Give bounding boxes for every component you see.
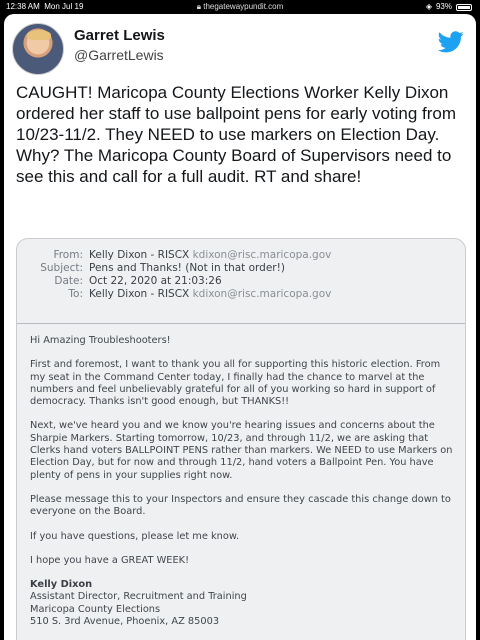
battery-icon	[456, 4, 472, 11]
status-url-text: thegatewaypundit.com	[203, 2, 284, 11]
email-screenshot-image[interactable]	[16, 238, 466, 640]
email-from-label: From:	[53, 249, 83, 261]
tweet-card	[4, 14, 476, 640]
signature-org: Maricopa County Elections	[30, 603, 161, 615]
twitter-bird-icon[interactable]	[438, 31, 464, 53]
avatar[interactable]	[12, 23, 64, 75]
email-from-row	[27, 249, 457, 262]
status-time: 12:38 AM	[6, 2, 40, 11]
user-handle[interactable]: @GarretLewis	[74, 47, 164, 63]
email-paragraph: I hope you have a GREAT WEEK!	[30, 554, 189, 566]
email-date-row	[27, 275, 457, 288]
wifi-icon: ◈	[425, 2, 432, 11]
status-date: Mon Jul 19	[44, 2, 84, 11]
tweet-header	[12, 23, 468, 83]
email-paragraph: First and foremost, I want to thank you all for supporting this historic election. From my seat in the Command Center today, I finally had the chance to marvel at the numbers and feel unbelievably grateful for all of you working so hard in support of democracy. Thanks isn't good enough, but THANKS!!	[30, 359, 441, 408]
email-greeting: Hi Amazing Troubleshooters!	[30, 335, 171, 346]
tweet-text: CAUGHT! Maricopa County Elections Worker Kelly Dixon ordered her staff to use ballpoint pens for early voting from 10/23-11/2. They NEED to use markers on Election Day. Why? The Maricopa County Board of Supervisors need to see this and call for a full audit. RT and share!	[16, 83, 457, 186]
status-right	[426, 0, 472, 14]
email-body	[30, 335, 458, 628]
email-divider	[17, 323, 466, 324]
email-from-address: kdixon@risc.maricopa.gov	[192, 249, 332, 261]
lock-icon: 🔒︎	[196, 2, 201, 11]
email-subject-row	[27, 262, 457, 275]
status-bar	[0, 0, 480, 14]
email-paragraph: Next, we've heard you and we know you're hearing issues and concerns about the Sharpie Markers. Starting tomorrow, 10/23, and through 11/2, we are asking that Clerks hand voters BALLPOINT PENS rather than markers. We NEED to use Markers on Election Day, but for now and through 11/2, hand voters a Ballpoint Pen. You have plenty of pens in your supplies right now.	[30, 420, 453, 481]
email-date-label: Date:	[54, 275, 83, 287]
signature-name: Kelly Dixon	[30, 579, 93, 591]
email-to-row	[27, 288, 457, 301]
email-header	[27, 249, 457, 323]
email-from-name: Kelly Dixon - RISCX	[89, 249, 190, 261]
email-subject: Pens and Thanks! (Not in that order!)	[89, 262, 285, 274]
email-paragraph: Please message this to your Inspectors and ensure they cascade this change down to everyone on the Board.	[30, 493, 451, 518]
email-paragraph: If you have questions, please let me know.	[30, 530, 240, 542]
signature-title: Assistant Director, Recruitment and Training	[30, 591, 247, 603]
email-subject-label: Subject:	[40, 262, 83, 274]
status-url[interactable]	[0, 0, 480, 14]
email-to-name: Kelly Dixon - RISCX	[89, 288, 190, 300]
email-date: Oct 22, 2020 at 21:03:26	[89, 275, 222, 287]
signature-address: 510 S. 3rd Avenue, Phoenix, AZ 85003	[30, 616, 220, 628]
email-to-label: To:	[68, 288, 83, 300]
battery-percent: 93%	[435, 2, 452, 11]
email-to-address: kdixon@risc.maricopa.gov	[192, 288, 332, 300]
display-name[interactable]: Garret Lewis	[74, 27, 165, 44]
email-signature	[30, 579, 458, 628]
